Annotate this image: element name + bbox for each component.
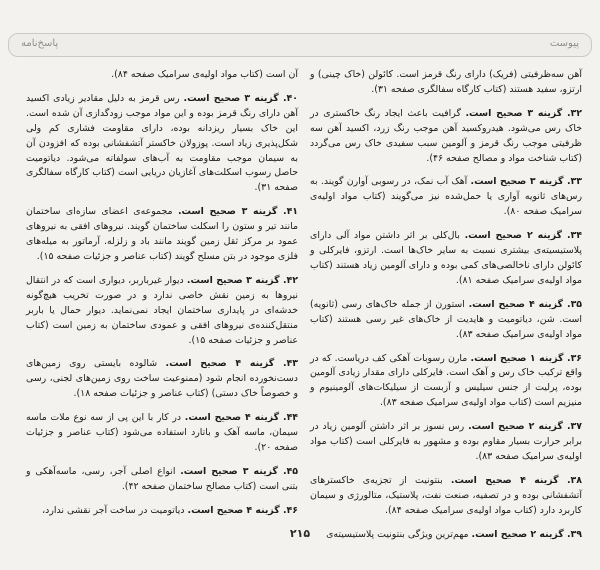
answer-paragraph: ۳۵. گزینه ۴ صحیح است. استورن از جمله خاک‌های رسی (ثانویه) است. شن، دیاتومیت و هایدیت از خاک‌های غیر رسی هستند (کتاب مواد اولیه‌ی سرامیک صفحه ۸۳). — [310, 298, 583, 340]
right-column — [310, 68, 582, 551]
answer-paragraph: ۴۶. گزینه ۴ صحیح است. دیاتومیت در ساخت آجر نقشی ندارد، — [42, 504, 298, 516]
header-tag: پیوست — [549, 38, 579, 49]
answer-paragraph: آن است (کتاب مواد اولیه‌ی سرامیک صفحه ۸۴). — [111, 69, 298, 80]
left-column — [26, 68, 298, 528]
answer-paragraph: ۴۰. گزینه ۳ صحیح است. رس قرمز به دلیل مقادیر زیادی اکسید آهن دارای رنگ قرمز بوده و این مواد موجب زودگدازی آن شده است. این خاک بسیار ریزدانه بوده، دارای مقاومت فشاری کم ولی شکل‌پذیری زیاد است. پوزولان خاکستر آتشفشانی بوده که افزودن آن به سیمان موجب مقاومت به آب‌های سولفاته می‌شود. دیاتومیت حاصل رسوب اسکلت‌های آغازیان دریایی است (کتاب کارگاه سفالگری صفحه ۳۱). — [26, 92, 298, 194]
answer-paragraph: ۳۸. گزینه ۴ صحیح است. بنتونیت از تجزیه‌ی خاکسترهای آتشفشانی بوده و در تصفیه، صنعت نفت، پلاستیک، متالورژی و سیمان کاربرد دارد (کتاب مواد اولیه‌ی سرامیک صفحه ۸۴). — [310, 474, 582, 516]
answer-paragraph: ۴۳. گزینه ۴ صحیح است. شالوده بایستی روی زمین‌های دست‌نخورده انجام شود (ممنوعیت ساخت روی زمین‌های لجنی، رسی و خصوصاً خاک دستی) (کتاب عناصر و جزئیات صفحه ۱۸). — [26, 358, 298, 400]
answer-paragraph: ۳۶. گزینه ۱ صحیح است. مارن رسوبات آهکی کف دریاست. که در واقع ترکیب خاک رس و آهک است. فایرکلی دارای مقدار زیادی آلومین بوده، پرلیت از جنس سیلیس و آزبست از سیلیکات‌های آلومینیوم و منیزیم است (کتاب مواد اولیه‌ی سرامیک صفحه ۸۳). — [310, 352, 583, 409]
answer-paragraph: ۴۴. گزینه ۴ صحیح است. در کار با این پی از سه نوع ملات ماسه سیمان، ماسه آهک و باتارد استفاده می‌شود (کتاب عناصر و جزئیات صفحه ۲۰). — [26, 412, 299, 453]
answer-paragraph: آهن سه‌ظرفیتی (فریک) دارای رنگ قرمز است. کائولن (خاک چینی) و ارتز‌و، سفید هستند (کتاب کارگاه سفالگری صفحه ۳۱). — [310, 69, 582, 95]
answer-paragraph: ۴۲. گزینه ۳ صحیح است. دیوار غیرباربر، دیواری است که در انتقال نیروها به زمین نقش خاصی ندارد و در صورت تخریب هیچ‌گونه خدشه‌ای در پایداری ساختمان ایجاد نمی‌نماید. دیوار حمال یا باربر منتقل‌کننده‌ی نیروهای افقی و عمودی ساختمان به زمین است (کتاب عناصر و جزئیات صفحه ۱۵). — [26, 274, 298, 346]
answer-paragraph: ۴۱. گزینه ۳ صحیح است. مجموعه‌ی اعضای سازه‌ای ساختمان مانند تیر و ستون را اسکلت ساختمان گویند. نیروهای افقی به نیروهای عمود بر مرکز ثقل زمین گویند مانند باد و زلزله. آرماتور به میله‌های فلزی موجود در بتن مسلح گویند (کتاب عناصر و جزئیات صفحه ۱۵). — [26, 206, 299, 262]
answer-paragraph: ۳۲. گزینه ۳ صحیح است. گرافیت باعث ایجاد رنگ خاکستری در خاک رس می‌شود. هیدروکسید آهن موجب رنگ زرد، اکسید آهن سه ظرفیتی موجب رنگ قرمز و آلومین سبب سفیدی خاک رس می‌گردد (کتاب شناخت مواد و مصالح صفحه ۴۶). — [310, 107, 582, 164]
header-title: پاسخ‌نامه — [21, 38, 59, 49]
page-number: ۲۱۵ — [289, 527, 311, 540]
answer-paragraph: ۳۴. گزینه ۲ صحیح است. بال‌کلی بر اثر داشتن مواد آلی دارای پلاستیسیته‌ی بیشتری نسبت به سایر خاک‌ها است. ارتز‌و، فایرکلی و کائولن دارای ناخالصی‌های کمی بوده و دارای آلومین زیاد هستند (کتاب مواد اولیه‌ی سرامیک صفحه ۸۱). — [310, 230, 582, 286]
running-header — [8, 33, 592, 57]
answer-paragraph: ۴۵. گزینه ۳ صحیح است. انواع اصلی آجر، رسی، ماسه‌آهکی و بتنی است (کتاب مصالح ساختمان صفحه ۴۲). — [26, 465, 298, 492]
answer-paragraph: ۳۳. گزینه ۳ صحیح است. آهک آب نمک، در رسوبی آوارن گویند. به رس‌های ثانویه آوار‌ی یا حمل‌شده نیز می‌گویند (کتاب مواد اولیه‌ی سرامیک صفحه ۸۰). — [310, 176, 582, 218]
answer-paragraph: ۳۹. گزینه ۲ صحیح است. مهم‌ترین ویژگی بنتونیت پلاستیسیته‌ی — [326, 528, 582, 540]
answer-paragraph: ۳۷. گزینه ۲ صحیح است. رس نسوز بر اثر داشتن آلومین زیاد در برابر حرارت بسیار مقاوم بوده و مشهور به فایرکلی است (کتاب مواد اولیه‌ی سرامیک صفحه ۸۳). — [310, 421, 582, 462]
